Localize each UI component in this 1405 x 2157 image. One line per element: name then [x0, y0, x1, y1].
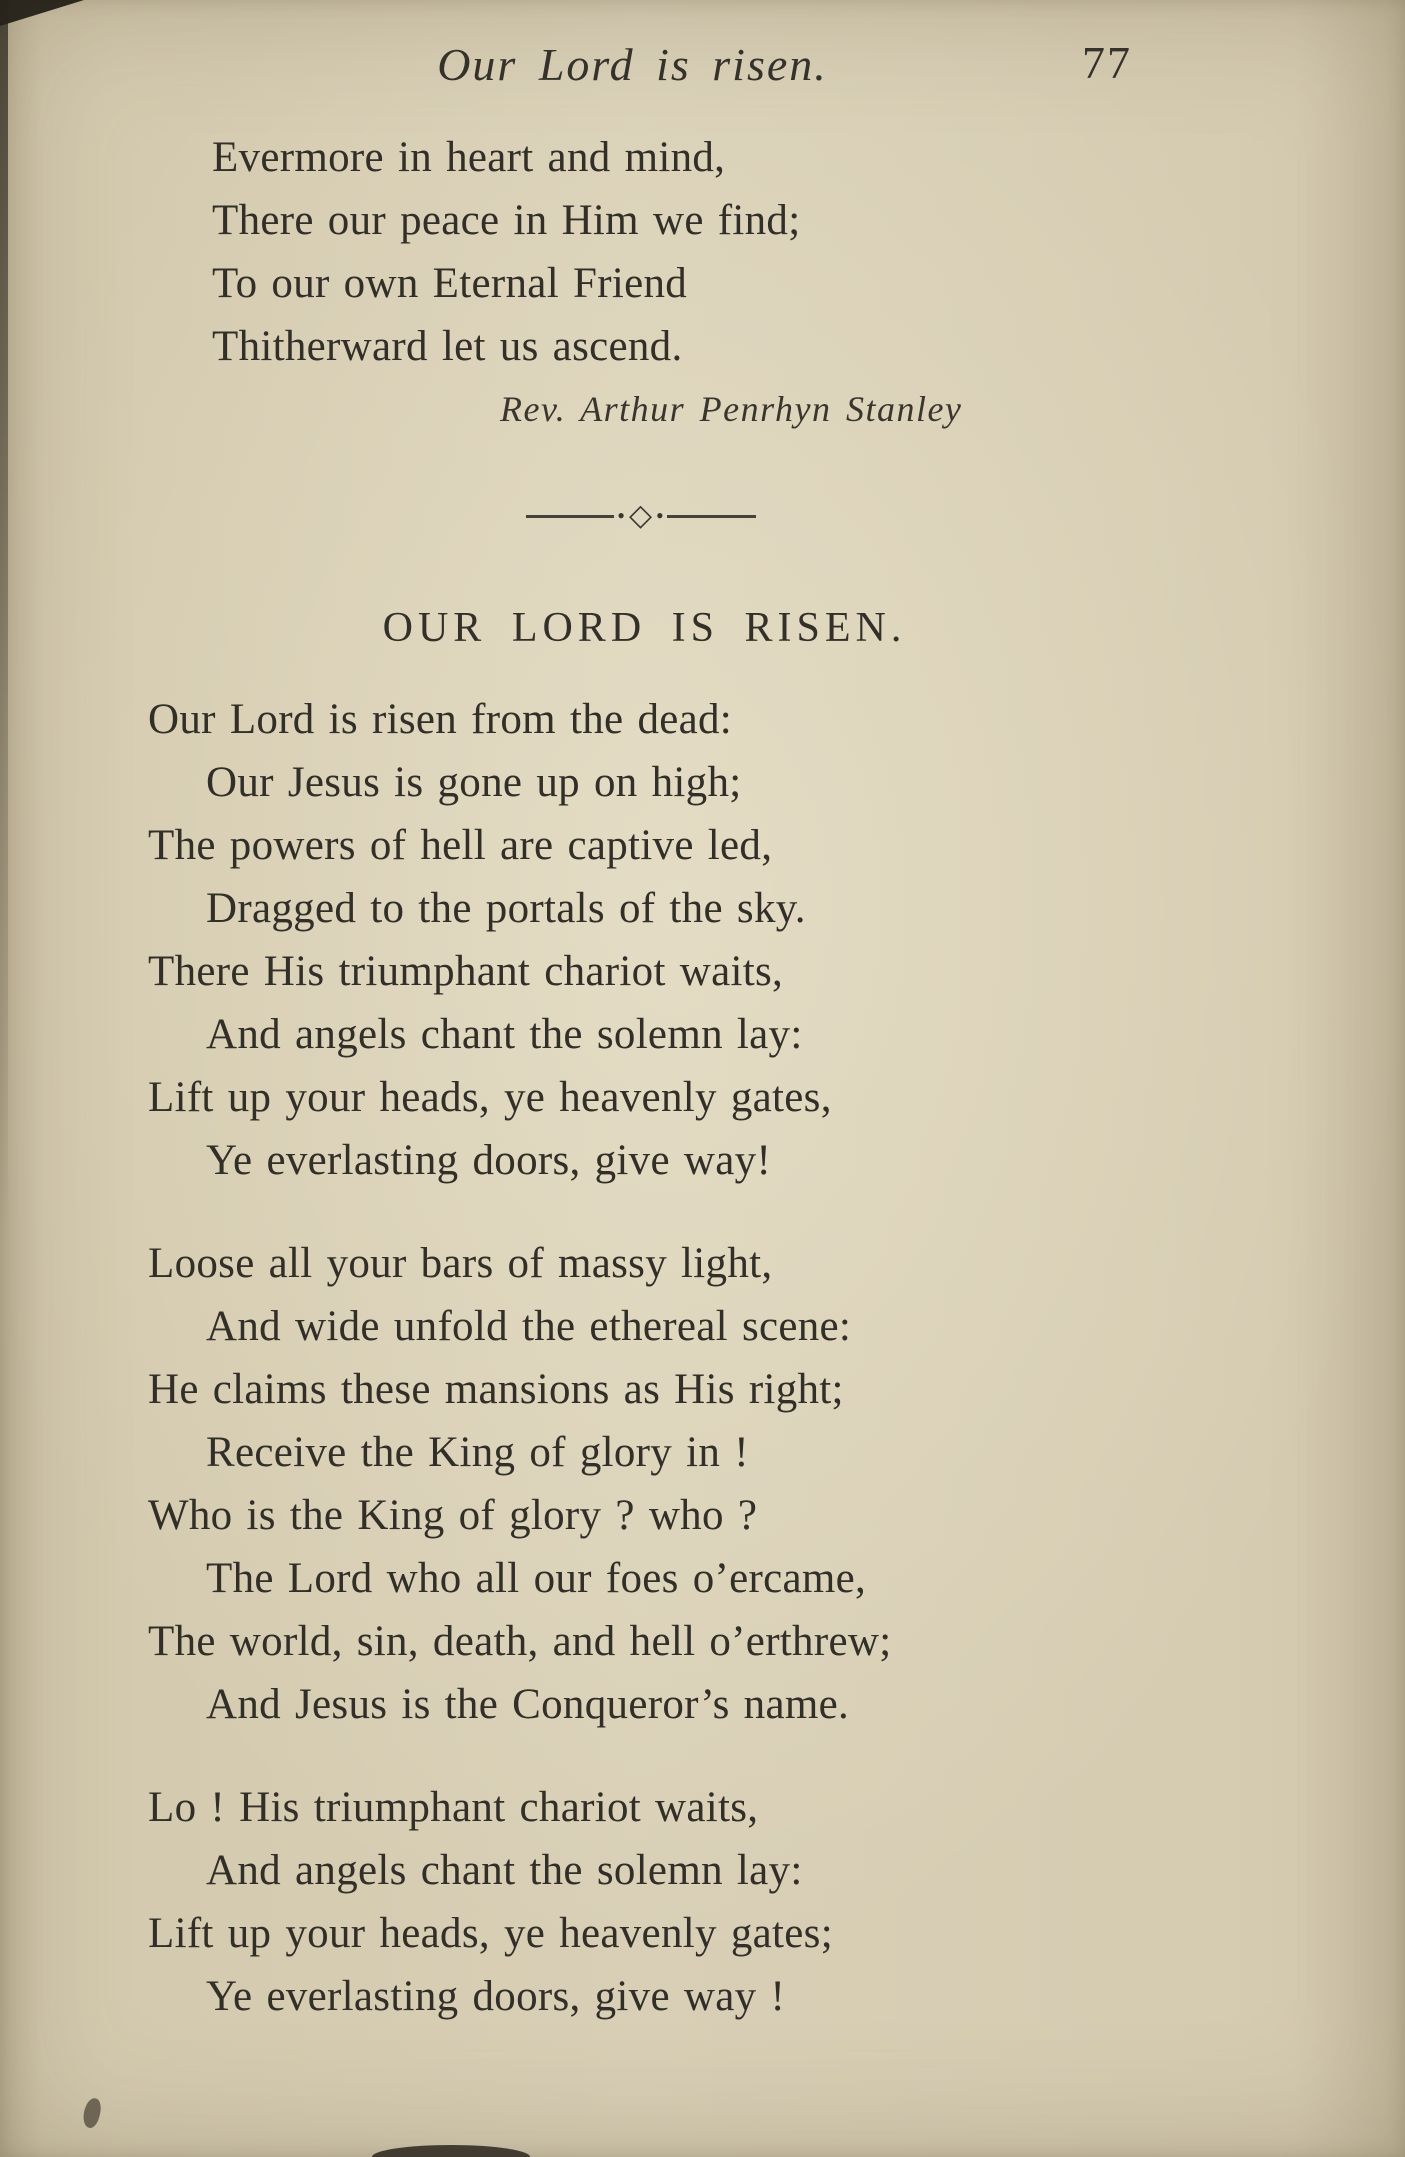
page-number: 77: [1082, 37, 1132, 88]
running-title: Our Lord is risen.: [437, 39, 828, 90]
poem-line: To our own Eternal Friend: [212, 260, 688, 307]
divider-dot-icon: •: [617, 503, 625, 528]
poem-line: And angels chant the solemn lay:: [206, 1847, 803, 1894]
diamond-icon: ◇: [628, 499, 653, 532]
previous-hymn-ending: [0, 126, 1405, 430]
poem-line: Our Jesus is gone up on high;: [206, 759, 742, 806]
poem-line: Ye everlasting doors, give way!: [206, 1137, 772, 1184]
poem-line: Evermore in heart and mind,: [212, 134, 726, 181]
poem-line: There His triumphant chariot waits,: [148, 948, 784, 995]
scan-bottom-mark: [372, 2145, 530, 2157]
poem-line: The powers of hell are captive led,: [148, 822, 773, 869]
poem-line: Receive the King of glory in !: [206, 1429, 749, 1476]
poem-line: He claims these mansions as His right;: [148, 1366, 844, 1413]
poem-line: Lift up your heads, ye heavenly gates;: [148, 1910, 833, 1957]
scan-edge-shadow: [0, 0, 8, 1250]
stanza-1: [0, 688, 1405, 1192]
poem-line: There our peace in Him we find;: [212, 197, 801, 244]
poem-line: Dragged to the portals of the sky.: [206, 885, 806, 932]
poem-line: And Jesus is the Conqueror’s name.: [206, 1681, 850, 1728]
page-header: [0, 0, 1405, 108]
stanza-2: [0, 1232, 1405, 1736]
hymn-title-text: OUR LORD IS RISEN.: [382, 605, 907, 651]
poem-line: Thitherward let us ascend.: [212, 323, 683, 370]
poem-line: Ye everlasting doors, give way !: [206, 1973, 786, 2020]
poem-line: Our Lord is risen from the dead:: [148, 696, 733, 743]
poem-line: And wide unfold the ethereal scene:: [206, 1303, 852, 1350]
hymn-title: [0, 604, 1405, 652]
poem-line: Lift up your heads, ye heavenly gates,: [148, 1074, 832, 1121]
divider-rule: [526, 515, 615, 518]
poem-line: Loose all your bars of massy light,: [148, 1240, 773, 1287]
divider-rule: [667, 515, 756, 518]
author-attribution: Rev. Arthur Penrhyn Stanley: [500, 389, 963, 429]
poem-line: The world, sin, death, and hell o’erthrew;: [148, 1618, 892, 1665]
divider-ornament: [526, 499, 756, 532]
poem-line: The Lord who all our foes o’ercame,: [206, 1555, 867, 1602]
scan-smudge: [81, 2097, 104, 2130]
stanza-3: [0, 1776, 1405, 2028]
poem-line: Lo ! His triumphant chariot waits,: [148, 1784, 759, 1831]
poem-line: And angels chant the solemn lay:: [206, 1011, 803, 1058]
divider-dot-icon: •: [656, 503, 664, 528]
poem-line: Who is the King of glory ? who ?: [148, 1492, 758, 1539]
